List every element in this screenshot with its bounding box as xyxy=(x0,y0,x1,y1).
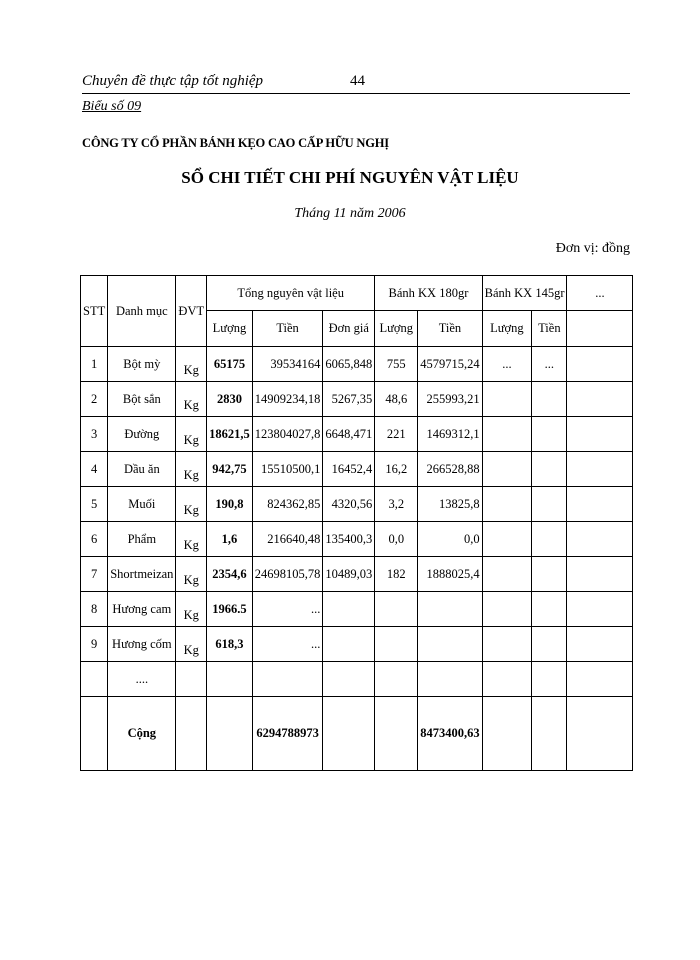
cell-stt: 9 xyxy=(81,627,108,662)
col-tien-180: Tiền xyxy=(418,311,482,347)
cell-more xyxy=(567,382,633,417)
cell-tien: 824362,85 xyxy=(252,487,323,522)
cell-t180: 255993,21 xyxy=(418,382,482,417)
table-row xyxy=(81,627,633,662)
cell-name: Shortmeizan xyxy=(108,557,176,592)
cell-stt: 7 xyxy=(81,557,108,592)
cell-name: Hương cam xyxy=(108,592,176,627)
cell-t180: 266528,88 xyxy=(418,452,482,487)
total-tien: 6294788973 xyxy=(252,697,323,771)
cell-l145 xyxy=(482,627,532,662)
cell-more xyxy=(567,417,633,452)
cell-stt: 1 xyxy=(81,347,108,382)
cell-stt: 8 xyxy=(81,592,108,627)
cell-t145 xyxy=(532,452,567,487)
cell-dvt: Kg xyxy=(176,487,207,522)
cell-l180 xyxy=(375,592,418,627)
col-luong-180: Lượng xyxy=(375,311,418,347)
table-row xyxy=(81,487,633,522)
cell-l145 xyxy=(482,557,532,592)
cell-luong: 1966.5 xyxy=(207,592,253,627)
cell-l145 xyxy=(482,487,532,522)
cell-luong: 942,75 xyxy=(207,452,253,487)
cell-don_gia: 6648,471 xyxy=(323,417,375,452)
cell-t145 xyxy=(532,522,567,557)
cell-don_gia: 10489,03 xyxy=(323,557,375,592)
cell-dvt: Kg xyxy=(176,592,207,627)
cell-dvt: Kg xyxy=(176,627,207,662)
cell-more xyxy=(567,487,633,522)
cell-dvt: Kg xyxy=(176,382,207,417)
cell-more xyxy=(567,592,633,627)
cell-t145 xyxy=(532,557,567,592)
col-tien-145: Tiền xyxy=(532,311,567,347)
ledger-date: Tháng 11 năm 2006 xyxy=(294,206,406,221)
total-tien-180: 8473400,63 xyxy=(418,697,482,771)
table-row xyxy=(81,417,633,452)
cell-more xyxy=(567,452,633,487)
cell-tien: ... xyxy=(252,627,323,662)
cell-name: Bột sắn xyxy=(108,382,176,417)
cell-l180: 3,2 xyxy=(375,487,418,522)
ellipsis-cell: .... xyxy=(108,662,176,697)
cell-name: Dầu ăn xyxy=(108,452,176,487)
cell-tien: 14909234,18 xyxy=(252,382,323,417)
cell-t180: 1888025,4 xyxy=(418,557,482,592)
cell-luong: 1,6 xyxy=(207,522,253,557)
cell-dvt: Kg xyxy=(176,417,207,452)
group-kx180: Bánh KX 180gr xyxy=(375,276,482,311)
table-row xyxy=(81,557,633,592)
ellipsis-row xyxy=(81,662,633,697)
cell-l180: 0,0 xyxy=(375,522,418,557)
cell-don_gia: 16452,4 xyxy=(323,452,375,487)
col-more xyxy=(567,311,633,347)
cell-l145 xyxy=(482,522,532,557)
table-row xyxy=(81,347,633,382)
cell-l180: 16,2 xyxy=(375,452,418,487)
cell-tien: 216640,48 xyxy=(252,522,323,557)
cell-t145 xyxy=(532,592,567,627)
cell-name: Hương cốm xyxy=(108,627,176,662)
cell-dvt: Kg xyxy=(176,557,207,592)
cell-t145: ... xyxy=(532,347,567,382)
header-row-1 xyxy=(81,276,633,311)
cell-t180 xyxy=(418,592,482,627)
cell-dvt: Kg xyxy=(176,452,207,487)
cell-tien: 24698105,78 xyxy=(252,557,323,592)
table-body xyxy=(81,347,633,662)
cell-t180: 13825,8 xyxy=(418,487,482,522)
table-row xyxy=(81,522,633,557)
cell-don_gia xyxy=(323,592,375,627)
col-stt: STT xyxy=(81,276,108,347)
cell-don_gia: 4320,56 xyxy=(323,487,375,522)
cell-luong: 2354,6 xyxy=(207,557,253,592)
cell-name: Muối xyxy=(108,487,176,522)
total-label: Cộng xyxy=(108,697,176,771)
cell-stt: 6 xyxy=(81,522,108,557)
group-more: ... xyxy=(567,276,633,311)
cell-t180: 1469312,1 xyxy=(418,417,482,452)
col-don-gia: Đơn giá xyxy=(323,311,375,347)
cell-don_gia: 5267,35 xyxy=(323,382,375,417)
cell-dvt: Kg xyxy=(176,347,207,382)
group-kx145: Bánh KX 145gr xyxy=(482,276,567,311)
material-cost-table xyxy=(80,275,633,771)
cell-name: Phẩm xyxy=(108,522,176,557)
cell-l145: ... xyxy=(482,347,532,382)
cell-t145 xyxy=(532,417,567,452)
cell-stt: 5 xyxy=(81,487,108,522)
cell-l145 xyxy=(482,592,532,627)
document-title: Chuyên đề thực tập tốt nghiệp xyxy=(82,73,264,89)
ledger-title: SỔ CHI TIẾT CHI PHÍ NGUYÊN VẬT LIỆU xyxy=(181,168,519,187)
cell-luong: 2830 xyxy=(207,382,253,417)
cell-more xyxy=(567,627,633,662)
cell-stt: 3 xyxy=(81,417,108,452)
cell-luong: 18621,5 xyxy=(207,417,253,452)
page-number: 44 xyxy=(350,73,365,89)
cell-luong: 65175 xyxy=(207,347,253,382)
cell-t180: 0,0 xyxy=(418,522,482,557)
col-dvt: ĐVT xyxy=(176,276,207,347)
cell-l180: 755 xyxy=(375,347,418,382)
cell-name: Bột mỳ xyxy=(108,347,176,382)
cell-don_gia: 135400,3 xyxy=(323,522,375,557)
cell-name: Đường xyxy=(108,417,176,452)
cell-tien: 15510500,1 xyxy=(252,452,323,487)
cell-tien: ... xyxy=(252,592,323,627)
cell-l180: 182 xyxy=(375,557,418,592)
cell-more xyxy=(567,347,633,382)
page-header xyxy=(82,73,630,94)
cell-l180 xyxy=(375,627,418,662)
total-row xyxy=(81,697,633,771)
currency-unit: Đơn vị: đồng xyxy=(555,241,630,256)
col-luong-145: Lượng xyxy=(482,311,532,347)
table-row xyxy=(81,452,633,487)
cell-more xyxy=(567,557,633,592)
table-row xyxy=(81,592,633,627)
col-luong: Lượng xyxy=(207,311,253,347)
cell-l145 xyxy=(482,417,532,452)
cell-don_gia xyxy=(323,627,375,662)
cell-t180 xyxy=(418,627,482,662)
cell-l180: 48,6 xyxy=(375,382,418,417)
table-row xyxy=(81,382,633,417)
cell-t180: 4579715,24 xyxy=(418,347,482,382)
cell-luong: 618,3 xyxy=(207,627,253,662)
col-danh-muc: Danh mục xyxy=(108,276,176,347)
form-label: Biểu số 09 xyxy=(82,99,142,114)
cell-dvt: Kg xyxy=(176,522,207,557)
cell-stt: 4 xyxy=(81,452,108,487)
cell-stt: 2 xyxy=(81,382,108,417)
col-tien: Tiền xyxy=(252,311,323,347)
cell-tien: 39534164 xyxy=(252,347,323,382)
cell-tien: 123804027,8 xyxy=(252,417,323,452)
cell-t145 xyxy=(532,487,567,522)
cell-t145 xyxy=(532,382,567,417)
cell-don_gia: 6065,848 xyxy=(323,347,375,382)
cell-luong: 190,8 xyxy=(207,487,253,522)
cell-l145 xyxy=(482,382,532,417)
company-name: CÔNG TY CỔ PHẦN BÁNH KẸO CAO CẤP HỮU NGHỊ xyxy=(82,136,389,150)
cell-l180: 221 xyxy=(375,417,418,452)
cell-l145 xyxy=(482,452,532,487)
cell-t145 xyxy=(532,627,567,662)
cell-more xyxy=(567,522,633,557)
group-total-materials: Tổng nguyên vật liệu xyxy=(207,276,375,311)
